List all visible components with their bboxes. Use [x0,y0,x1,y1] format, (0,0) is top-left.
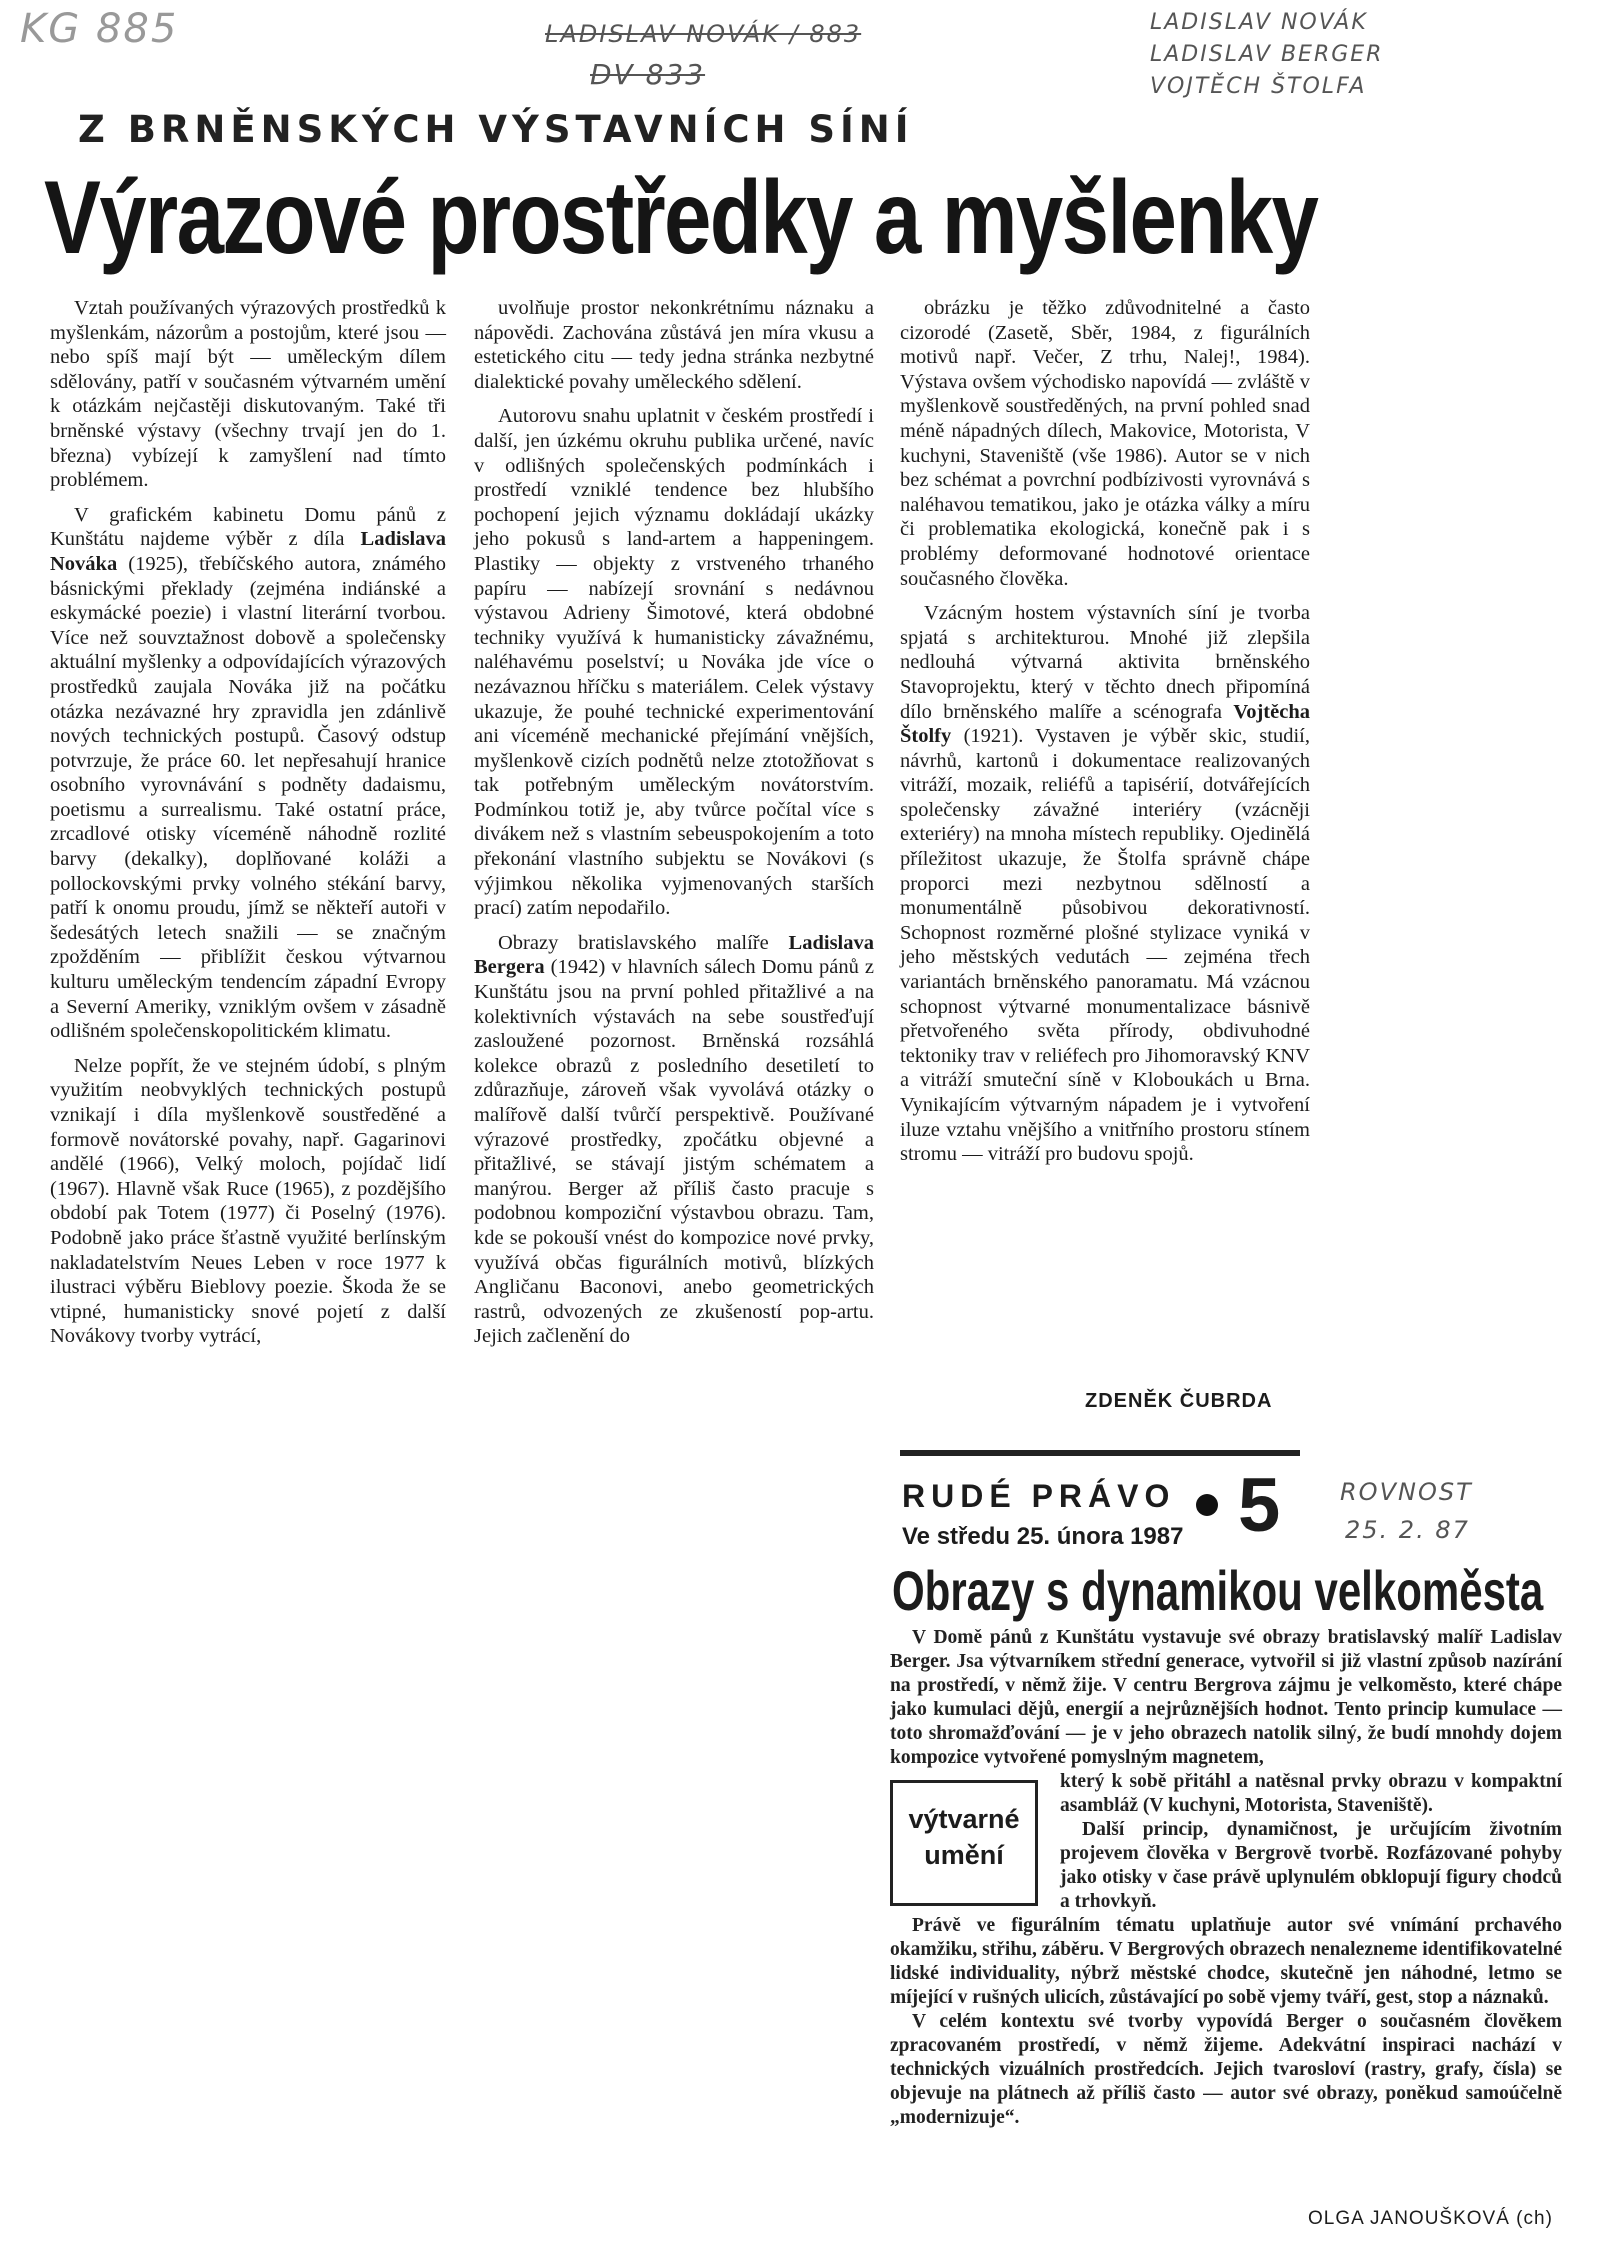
paragraph: Právě ve figurálním tématu uplatňuje autor své vnímání prchavého okamžiku, střihu, záběru. V Bergrových obrazech nenalezneme identifikovatelné lidské individuality, nýbrž městské chodce, skutečně jen náhodné, letmo se míjející v rušných ulicích, zůstávající po sobě vjemy tváří, gest, stop a náznaků. [890,1915,1562,2008]
source-note: ROVNOST [1340,1478,1473,1506]
newspaper-name: RUDÉ PRÁVO [902,1478,1176,1514]
paragraph: Autorovu snahu uplatnit v českém prostředí i další, jen úzkému okruhu publika určené, navíc v odlišných společenských podmínkách i prostředí vzniklé tendence bez hlubšího pochopení jejich významu dokládají ukázky jeho pokusů s land-artem a happeningem. Plastiky — objekty z vrstveného trhaného papíru — nabízejí srovnání s nedávnou výstavou Adrieny Šimotové, která obdobné techniky využívá k humanisticky závažnému, naléhavému poselství; u Nováka jde více o nezávaznou hříčku s materiálem. Celek výstavy ukazuje, že pouhé technické experimentování ani víceméně mechanické přejímání vnějších, myšlenkově cizích podnětů nelze ztotožňovat s tak potřebným uměleckým novátorstvím. Podmínkou totiž je, aby tvůrce počítal více s divákem než s vlastním sebeuspokojením a toto překonání vlastního subjektu se Novákovi (s výjimkou několika vyjmenovaných starších prací) zatím nepodařilo. [474,405,874,920]
paragraph: obrázku je těžko zdůvodnitelné a často cizorodé (Zasetě, Sběr, 1984, z figurálních motivů např. Večer, Z trhu, Nalej!, 1984). Výstava ovšem východisko napovídá — zvláště v myšlenkově soustředěných, na první pohled snad méně nápadných dílech, Makovice, Motorista, V kuchyni, Staveniště (vše 1986). Autor se v nich bez schémat a povrchní podbízivosti vyrovnává s naléhavou tematikou, jako je otázka války a míru či problematika ekologická, konečně pak i s problémy deformované hodnotové orientace současného člověka. [900,297,1310,590]
name-note-berger: LADISLAV BERGER [1150,42,1384,67]
paragraph: V Domě pánů z Kunštátu vystavuje své obrazy bratislavský malíř Ladislav Berger. Jsa výtvarníkem střední generace, vytvořil si již vlastní způsob nazírání na prostředí, v němž žije. V centru Bergrova zájmu je velkoměsto, které chápe jako kumulaci dějů, energií a nejrůznějších hodnot. Tento princip kumulace — toto shromažďování — je v jeho obrazech natolik silný, že budí mnohdy dojem kompozice vytvořené pomyslným magnetem, [890,1627,1562,1768]
rubric-line: umění [924,1840,1004,1870]
article2-headline: Obrazy s dynamikou velkoměsta [892,1559,1544,1622]
name-note-novak: LADISLAV NOVÁK [1150,10,1368,35]
paragraph: Další princip, dynamičnost, je určujícím životním projevem člověka v Bergrově tvorbě. Rozfázované pohyby jako otisky v čase právě uplynulém obklopují figury chodců a trhovkyň. [1060,1819,1562,1912]
article-kicker: Z BRNĚNSKÝCH VÝSTAVNÍCH SÍNÍ [78,108,914,151]
masthead-rule [900,1450,1300,1456]
struck-code-note: DV 833 [590,58,706,91]
section-rubric [890,1780,1038,1906]
article2-signature: OLGA JANOUŠKOVÁ (ch) [1308,2208,1553,2229]
article-column-1 [50,296,446,1359]
artist-name: Ladislava Nováka [50,528,446,575]
paragraph: uvolňuje prostor nekonkrétnímu náznaku a nápovědi. Zachována zůstává jen míra vkusu a estetického citu — tedy jedna stránka nezbytné dialektické povahy uměleckého sdělení. [474,297,874,393]
paragraph: V grafickém kabinetu Domu pánů z Kunštátu najdeme výběr z díla Ladislava Nováka (1925), třebíčského autora, známého básnickými překlady (zejména indiánské a eskymácké poezie) i vlastní literární tvorbou. Více než souvztažnost dobově a společensky aktuální myšlenky a odpovídajících výrazových prostředků zaujala Nováka již na počátku otázka nezávazné hry zpravidla jen zdánlivě nových technických postupů. Časový odstup potvrzuje, že práce 60. let nepřesahují hranice osobního vyrovnávání s podněty dadaismu, poetismu a surrealismu. Také ostatní práce, zrcadlové otisky víceméně náhodně rozlité barvy (dekalky), doplňované koláži a pollockovskými prvky volného stékání barvy, patří k onomu proudu, jímž se někteří autoři v šedesátých letech snažili — se značným zpožděním — přiblížit českou výtvarnou kulturu uměleckým tendencím západní Evropy a Severní Ameriky, vzniklým ovšem v zásadně odlišném společenskopolitickém klimatu. [50,503,446,1043]
paragraph: V celém kontextu své tvorby vypovídá Berger o současném člověkem zpracovaném prostředí, v němž žijeme. Adekvátní inspiraci nachází v technických vizuálních prostředcích. Jejich tvarosloví (rastry, grafy, čísla) se objevuje na plátnech až příliš často — autor své obrazy, poněkud samoúčelně „modernizuje“. [890,2011,1562,2128]
article-headline: Výrazové prostředky a myšlenky [44,160,1318,276]
paragraph: Nelze popřít, že ve stejném údobí, s plným využitím neobvyklých technických postupů vznikají i díla myšlenkově soustředěné a formově novátorské povahy, např. Gagarinovi andělé (1966), Velký moloch, pojídač lidí (1967). Hlavně však Ruce (1965), z pozdějšího období pak Totem (1977) či Poselný (1976). Podobně jako práce šťastně využité berlínským nakladatelstvím Neues Leben v roce 1977 k ilustraci výběru Bieblovy poezie. Škoda že se vtipné, humanisticky snové pojetí z další Novákovy tvorby vytrácí, [50,1054,446,1348]
article-signature: ZDENĚK ČUBRDA [1085,1390,1273,1412]
issue-date: Ve středu 25. února 1987 [902,1523,1184,1550]
article-column-2 [474,296,874,1359]
paragraph: Vzácným hostem výstavních síní je tvorba spjatá s architekturou. Mnohé již zlepšila nedlouhá výtvarná aktivita brněnského Stavoprojektu, který v těchto dnech připomíná dílo brněnského malíře a scénografa Vojtěcha Štolfy (1921). Vystaven je výběr skic, studií, návrhů, kartonů i dokumentace realizovaných vitráží, mozaik, reliéfů a tapisérií, dotvářejících společensky závažné interiéry (vzácněji exteriéry) na mnoha místech republiky. Ojedinělá příležitost ukazuje, že Štolfa správně chápe proporci mezi nezbytnou sdělností a monumentálně působivou dekorativností. Schopnost rozměrné plošné stylizace vyniká v jeho městských vedutách — zejména třech variantách brněnského panoramatu. Má vzácnou schopnost výtvarné monumentalizace básnivě přetvořeného světa přírody, obdivuhodné tektoniky trav v reliéfech pro Jihomoravský KNV a vitráží smuteční síně v Kloboukách u Brna. Vynikajícím výtvarným nápadem je i vytvoření iluze vztahu vnějšího a vnitřního prostoru stínem stromu — vitráží pro budovu spojů. [900,602,1310,1166]
artist-name: Ladislava Bergera [474,931,874,979]
paragraph: Obrazy bratislavského malíře Ladislava Bergera (1942) v hlavních sálech Domu pánů z Kunštátu jsou na první pohled přitažlivé a na kolektivních výstavách na sebe soustřeďují zasloužené pozornost. Brněnská rozsáhlá kolekce obrazů z posledního desetiletí to zdůrazňuje, zároveň však vyvolává otázky o malířově další tvůrčí perspektivě. Používané výrazové prostředky, zpočátku objevné a přitažlivé, se stávají jistým schématem a manýrou. Berger až příliš často pracuje s podobnou kompoziční výstavbou obrazu. Tam, kde se pokouší vnést do kompozice nové prvky, využívá občas figurálních motivů, blízkých Angličanu Baconovi, anebo geometrických rastrů, odvozených ze zkušeností pop-artu. Jejich začlenění do [474,931,874,1348]
paragraph: Vztah používaných výrazových prostředků k myšlenkám, názorům a postojům, které jsou — nebo spíš mají být — uměleckým dílem sdělovány, patří v současném výtvarném umění k otázkám nejčastěji diskutovaným. Také tři brněnské výstavy (všechny trvají jen do 1. března) vybízejí k zamyšlení nad tímto problémem. [50,297,446,492]
article-column-3 [900,296,1310,1177]
page-number: 5 [1238,1463,1281,1548]
paragraph: který k sobě přitáhl a natěsnal prvky obrazu v kompaktní asambláž (V kuchyni, Motorista, Staveniště). [1060,1771,1562,1816]
struck-name-note: LADISLAV NOVÁK / 883 [545,20,862,48]
artist-name: Vojtěcha Štolfy [900,700,1310,748]
name-note-stolfa: VOJTĚCH ŠTOLFA [1150,74,1367,99]
rubric-line: výtvarné [908,1804,1020,1834]
archive-code-note: KG 885 [20,6,179,52]
masthead-dot [1196,1494,1218,1516]
date-note: 25. 2. 87 [1345,1516,1470,1544]
